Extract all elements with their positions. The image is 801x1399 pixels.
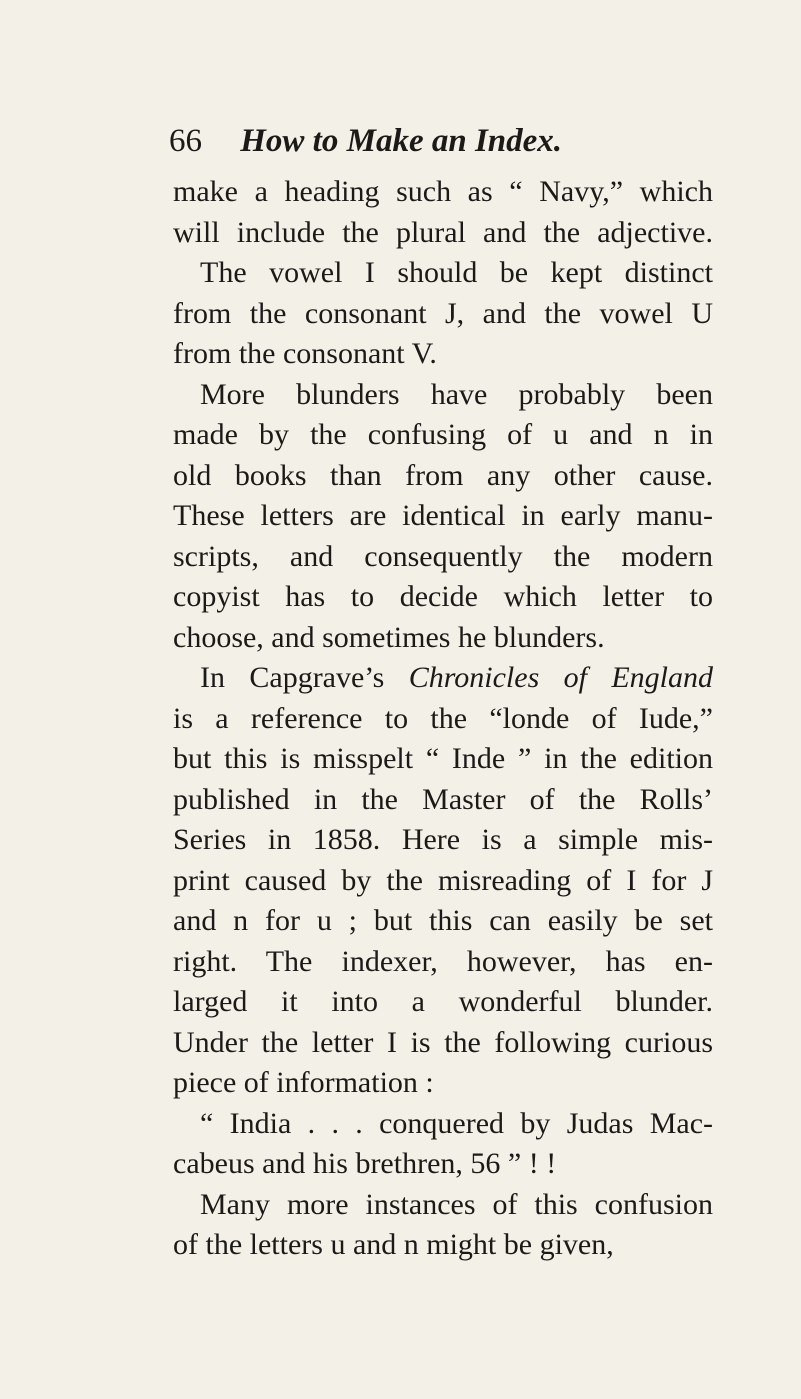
body-text — [173, 172, 713, 1266]
text-line: Many more instances of this confusion — [200, 1187, 713, 1221]
text-fragment: In Capgrave’s — [200, 661, 409, 694]
text-line: Series in 1858. Here is a simple mis- — [173, 823, 713, 856]
text-line: More blunders have probably been — [200, 377, 713, 411]
running-title: How to Make an Index. — [240, 123, 563, 159]
text-line: scripts, and consequently the modern — [173, 539, 713, 573]
text-line: old books than from any other cause. — [173, 458, 713, 492]
text-line: “ India . . . conquered by Judas Mac- — [200, 1106, 713, 1140]
text-line: piece of information : — [173, 1066, 434, 1099]
text-line: of the letters u and n might be given, — [173, 1228, 614, 1261]
text-line: from the consonant V. — [173, 337, 437, 370]
text-line: right. The indexer, however, has en- — [173, 944, 713, 978]
text-line: will include the plural and the adjective. — [173, 215, 713, 249]
text-line: is a reference to the “londe of Iude,” — [173, 701, 713, 735]
text-line-with-title — [173, 658, 713, 699]
book-title: Chronicles of England — [408, 661, 713, 694]
text-line: published in the Master of the Rolls’ — [173, 782, 713, 816]
text-line: choose, and sometimes he blunders. — [173, 620, 605, 654]
text-line: from the consonant J, and the vowel U — [173, 296, 713, 330]
text-line: Under the letter I is the following curious — [173, 1025, 713, 1059]
text-line: The vowel I should be kept distinct — [200, 256, 713, 289]
text-line: larged it into a wonderful blunder. — [173, 985, 713, 1018]
text-line: make a heading such as “ Navy,” which — [173, 175, 713, 208]
text-line: cabeus and his brethren, 56 ” ! ! — [173, 1147, 557, 1180]
text-line: made by the confusing of u and n in — [173, 418, 713, 451]
text-line: These letters are identical in early manu- — [173, 499, 713, 532]
text-line: copyist has to decide which letter to — [173, 580, 713, 613]
text-line: print caused by the misreading of I for J — [173, 863, 713, 897]
text-line: and n for u ; but this can easily be set — [173, 904, 713, 937]
text-line: but this is misspelt “ Inde ” in the edition — [173, 742, 713, 775]
page-number: 66 — [169, 123, 202, 159]
page-header — [169, 119, 729, 163]
